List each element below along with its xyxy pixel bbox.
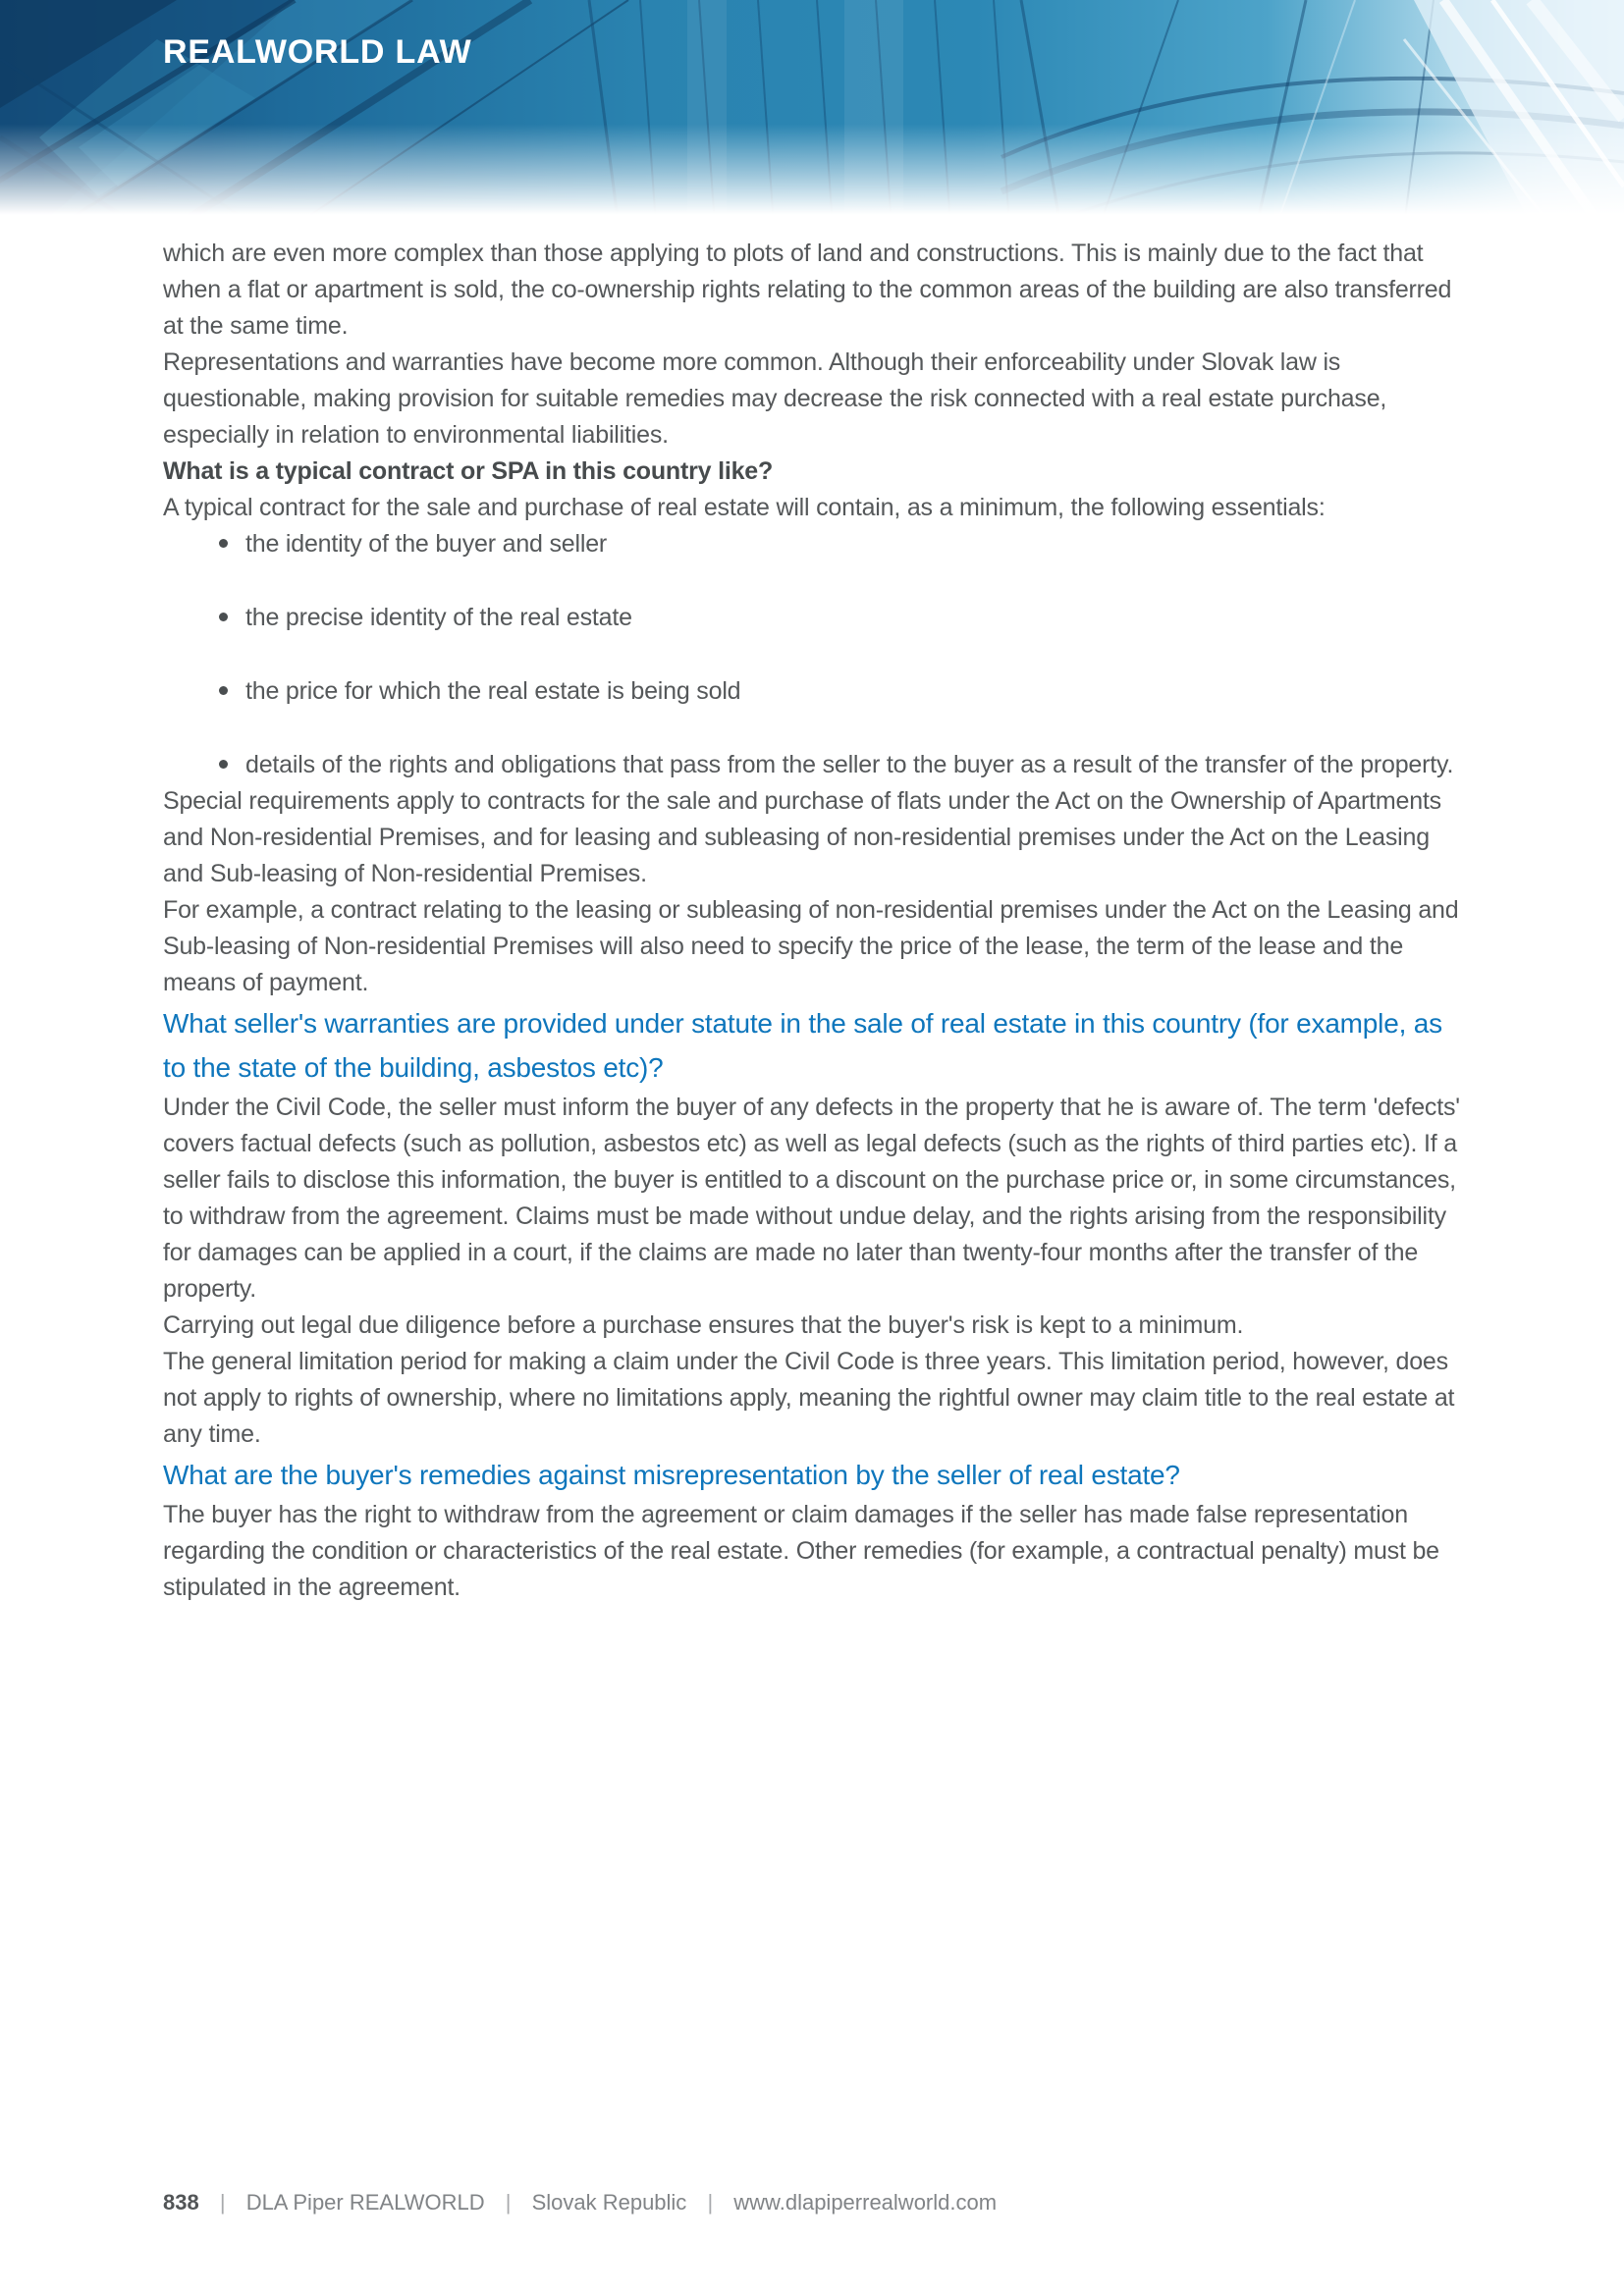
list-item xyxy=(163,600,1469,636)
footer-separator: | xyxy=(219,2190,226,2215)
section-heading-contract: What is a typical contract or SPA in this country like? xyxy=(163,457,774,485)
document-paragraph: A typical contract for the sale and purchase of real estate will contain, as a minimum, the following essentials: xyxy=(163,494,1326,521)
bullet-icon xyxy=(219,539,228,548)
bullet-icon xyxy=(219,686,228,695)
section-heading-warranties: What seller's warranties are provided under statute in the sale of real estate in this country (for example, as to the state of the building, asbestos etc)? xyxy=(163,1008,1442,1083)
footer-separator: | xyxy=(707,2190,714,2215)
document-paragraph: which are even more complex than those applying to plots of land and constructions. This is mainly due to the fact that when a flat or apartment is sold, the co-ownership rights relating to the common areas of the building are also transferred at the same time. xyxy=(163,240,1452,340)
document-paragraph: Representations and warranties have become more common. Although their enforceability under Slovak law is questionable, making provision for suitable remedies may decrease the risk connected with a real estate purchase, especially in relation to environmental liabilities. xyxy=(163,348,1387,449)
section-heading-remedies: What are the buyer's remedies against misrepresentation by the seller of real estate? xyxy=(163,1460,1180,1490)
footer-separator: | xyxy=(505,2190,512,2215)
footer-country: Slovak Republic xyxy=(531,2190,687,2215)
document-paragraph: For example, a contract relating to the leasing or subleasing of non-residential premises under the Act on the Leasing and Sub-leasing of Non-residential Premises will also need to specify the price of the lease, the term of the lease and the means of payment. xyxy=(163,896,1459,996)
list-item-text: the precise identity of the real estate xyxy=(245,604,632,631)
bullet-icon xyxy=(219,760,228,769)
bullet-icon xyxy=(219,613,228,621)
document-paragraph: Under the Civil Code, the seller must inform the buyer of any defects in the property that he is aware of. The term 'defects' covers factual defects (such as pollution, asbestos etc) as well as legal defects (such as the rights of third parties etc). If a seller fails to disclose this information, the buyer is entitled to a discount on the purchase price or, in some circumstances, to withdraw from the agreement. Claims must be made without undue delay, and the rights arising from the responsibility for damages can be applied in a court, if the claims are made no later than twenty-four months after the transfer of the property. xyxy=(163,1094,1460,1303)
list-item xyxy=(163,526,1469,562)
document-body xyxy=(163,236,1469,1606)
page-footer xyxy=(163,2190,997,2216)
document-paragraph: Special requirements apply to contracts for the sale and purchase of flats under the Act on the Ownership of Apartments and Non-residential Premises, and for leasing and subleasing of non-residential premises under the Act on the Leasing and Sub-leasing of Non-residential Premises. xyxy=(163,787,1441,887)
contract-essentials-list xyxy=(163,526,1469,783)
footer-brand: DLA Piper REALWORLD xyxy=(245,2190,485,2215)
page-title: REALWORLD LAW xyxy=(163,33,472,71)
document-paragraph: The buyer has the right to withdraw from the agreement or claim damages if the seller has made false representation regarding the condition or characteristics of the real estate. Other remedies (for example, a contractual penalty) must be stipulated in the agreement. xyxy=(163,1501,1439,1601)
list-item-text: the identity of the buyer and seller xyxy=(245,530,608,558)
document-paragraph: Carrying out legal due diligence before a purchase ensures that the buyer's risk is kept to a minimum. xyxy=(163,1311,1244,1339)
document-paragraph: The general limitation period for making a claim under the Civil Code is three years. This limitation period, however, does not apply to rights of ownership, where no limitations apply, meaning the rightful owner may claim title to the real estate at any time. xyxy=(163,1348,1455,1448)
list-item-text: the price for which the real estate is being sold xyxy=(245,677,741,705)
list-item xyxy=(163,673,1469,710)
page-header-banner xyxy=(0,0,1624,226)
list-item xyxy=(163,747,1469,783)
list-item-text: details of the rights and obligations that pass from the seller to the buyer as a result of the transfer of the property. xyxy=(245,751,1454,778)
page-number: 838 xyxy=(163,2190,199,2215)
footer-website-link[interactable]: www.dlapiperrealworld.com xyxy=(733,2190,998,2215)
